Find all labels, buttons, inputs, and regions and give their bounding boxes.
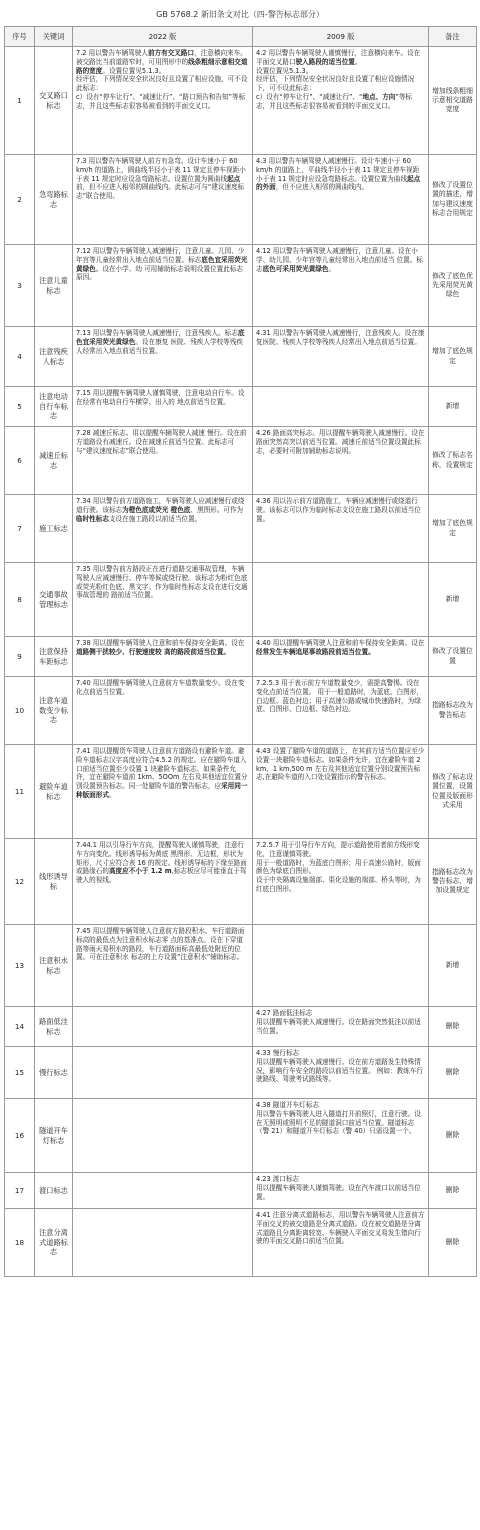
text-segment: 4.38 隧道开车灯标志 用以警告车辆驾驶人进入隧道打开前照灯，注意行驶。设在无照明或照明不足的隧道洞口前适当位置。隧道标志（警 21）和隧道开车灯标志（警 40）只需设置一个。: [256, 1101, 421, 1136]
row-keyword: 路面低洼标志: [35, 1007, 73, 1047]
text-bold-segment: 高度应不小于 1.2 m: [108, 867, 172, 876]
text-segment: 7.15 用以提醒车辆驾驶人谨慎驾驶，注意电动自行车。设在经常有电动自行车横穿、出入的 地点前适当位置。: [76, 389, 245, 406]
clause-2022: [73, 327, 253, 387]
clause-2022: [73, 745, 253, 839]
row-keyword: 急弯路标志: [35, 155, 73, 245]
text-segment: ”等标志，并且这些标志很容易被看到的平面交叉口。: [256, 93, 413, 110]
text-segment: 。: [108, 791, 116, 800]
text-segment: 7.34 用以警告前方道路施工，车辆驾驶人应减速慢行或绕道行驶。该标志: [76, 497, 245, 514]
clause-2022: [73, 1099, 253, 1173]
row-number: 1: [5, 47, 35, 155]
row-number: 12: [5, 839, 35, 925]
text-segment: 7.3 用以警告车辆驾驶人前方有急弯。设计车速小于 60 km/h 的道路上，圆曲线半径小于表 11 规定且停车视距小于表 11 规定时应设急弯路标志。设置位置为圆曲线: [76, 157, 246, 183]
text-bold-segment: 驶入路段的适当位置: [295, 57, 355, 66]
row-note: 删除: [429, 1007, 477, 1047]
text-bold-segment: 起点: [227, 174, 241, 183]
clause-2009: [253, 47, 429, 155]
text-segment: 7.13 用以警告车辆驾驶人减速慢行，注意残疾人。标志: [76, 329, 238, 337]
text-bold-segment: 地点、方向: [362, 93, 396, 102]
row-keyword: 注意保持车距标志: [35, 637, 73, 677]
clause-2009: [253, 563, 429, 637]
comparison-table: [4, 26, 477, 1277]
text-segment: 4.23 渡口标志 用以提醒车辆驾驶人谨慎驾驶。设在汽车渡口以前适当位置。: [256, 1175, 421, 1201]
table-row: [5, 47, 477, 155]
table-row: [5, 427, 477, 495]
clause-2009: [253, 495, 429, 563]
text-segment: 4.27 路面低洼标志 用以提醒车辆驾驶人减速慢行。设在路面突然低洼以前适当位置。: [256, 1009, 421, 1035]
text-segment: 。设在康复 医院、残疾人学校等残疾人经常出入地点前适当位置。: [76, 337, 243, 355]
row-note: 新增: [429, 925, 477, 1007]
row-note: 删除: [429, 1173, 477, 1209]
clause-2009: [253, 245, 429, 327]
row-note: 指路标志改为警告标志: [429, 677, 477, 745]
table-row: [5, 495, 477, 563]
text-segment: 7.40 用以提醒车辆驾驶人注意前方车道数量变少。设在变化点前适当位置。: [76, 679, 245, 696]
clause-2009: [253, 925, 429, 1007]
clause-2022: [73, 839, 253, 925]
text-segment: 4.2 用以警告车辆驾驶人谨慎慢行，注意横向来车。设在平面交叉路口: [256, 49, 421, 66]
clause-2009: [253, 637, 429, 677]
row-keyword: 减速丘标志: [35, 427, 73, 495]
clause-2022: [73, 1209, 253, 1277]
text-segment: 。: [328, 264, 336, 273]
row-keyword: 慢行标志: [35, 1047, 73, 1099]
text-bold-segment: 底色宜采用荧光黄绿色: [76, 329, 245, 346]
row-number: 10: [5, 677, 35, 745]
row-note: 删除: [429, 1047, 477, 1099]
row-number: 5: [5, 387, 35, 427]
row-note: 指路标志改为警告标志，增加设置规定: [429, 839, 477, 925]
clause-2009: [253, 839, 429, 925]
table-row: [5, 563, 477, 637]
row-number: 11: [5, 745, 35, 839]
text-segment: 4.40 用以提醒车辆驾驶人注意和前车保持安全距离。设在: [256, 639, 425, 647]
clause-2022: [73, 155, 253, 245]
table-row: [5, 745, 477, 839]
row-keyword: 避险车道标志: [35, 745, 73, 839]
row-keyword: 注意车道数变少标志: [35, 677, 73, 745]
text-segment: 4.41 注意分离式道路标志，用以警告车辆驾驶人注意前方平面交叉的被交道路是分离式道路。设在被交道路是分离式道路且分离距离较宽、车辆驶入平面交叉易发生错向行驶的平面交叉路口前适当位置。: [256, 1211, 425, 1246]
row-keyword: 线形诱导标: [35, 839, 73, 925]
row-note: 删除: [429, 1209, 477, 1277]
row-note: 增加了底色规定: [429, 327, 477, 387]
text-segment: 7.41 用以提醒货车驾驶人注意前方道路设有避险车道。避险车道标志汉字高度应符合4.5.2 的规定。应在避险车道入口前适当位置至少设置 1 块避险车道标志。如果条件允许，宜在避险车道前 1km、5OOm 左右及其他适宜位置分别设置预告标志。同一处避险车道的警告标志，应: [76, 747, 248, 791]
row-note: 新增: [429, 563, 477, 637]
clause-2009: [253, 1209, 429, 1277]
text-segment: 4.3 用以警告车辆驾驶人减速慢行。设计车速小于 60 km/h 的道路上，平曲线半径小于表 11 规定且停车视距小于表 11 规定时应设急弯路标志。设置位置为曲线: [256, 157, 420, 183]
row-number: 3: [5, 245, 35, 327]
text-segment: 。设置位置见5.1.3。 经评估，下列情况安全状况良好且设置了相应设施，可不设此标志： c）设有“停车让行”、“减速让行”、“路口预告和告知”等标志，并且这些标志很容易被看到的平面交叉口。: [76, 66, 248, 110]
clause-2022: [73, 387, 253, 427]
table-row: [5, 387, 477, 427]
table-body: [5, 47, 477, 1277]
text-bold-segment: 前方有交叉路口: [147, 49, 195, 57]
row-keyword: 注意分离式道路标志: [35, 1209, 73, 1277]
text-segment: 7.44.1 用以引导行车方向，提醒驾驶人谨慎驾驶，注意行车方向变化。线形诱导标为黄底 黑图形、无边框，形状为矩形，尺寸应符合表 16 的规定。线形诱导标的下缘至路面或路缘石的: [76, 841, 247, 876]
text-bold-segment: 线条粗细示意相交道路的宽度: [76, 57, 248, 75]
clause-2009: [253, 745, 429, 839]
text-segment: 4.26 路面高突标志。用以提醒车辆驾驶人减速慢行。设在路面突然高突以前适当位置。减速丘前适当位置设置此标志，必要时可附加辅助标志说明。: [256, 429, 425, 455]
row-number: 7: [5, 495, 35, 563]
clause-2022: [73, 427, 253, 495]
text-segment: ,标志板应尽可能垂直于驾驶人的视线。: [76, 867, 247, 885]
row-keyword: 注意儿童标志: [35, 245, 73, 327]
row-note: 修改了标志名称，设置规定: [429, 427, 477, 495]
text-segment: 4.43 设置了避险车道的道路上，在其前方适当位置应至少设置一块避险车道标志。如果条件允许，宜在避险车道 2 km、1 km,500 m 左右及其他适宜位置分别设置预告标志,在避险车道的入口处设置指示的警告标志。: [256, 747, 425, 782]
row-keyword: 施工标志: [35, 495, 73, 563]
text-bold-segment: 采用同一种版面形式: [76, 782, 248, 800]
text-bold-segment: 道路侧干扰较少、行驶速度较 高的路段前适当位置。: [76, 647, 230, 656]
row-keyword: 注意电动自行车标志: [35, 387, 73, 427]
text-bold-segment: 临时性标志: [76, 514, 109, 523]
clause-2022: [73, 245, 253, 327]
row-number: 14: [5, 1007, 35, 1047]
text-segment: 4.36 用以告示前方道路施工，车辆应减速慢行或绕道行驶。该标志可以作为临时标志支设在施工路段以前适当位置。: [256, 497, 421, 523]
text-segment: 7.2 用以警告车辆驾驶人: [76, 49, 148, 57]
clause-2022: [73, 1007, 253, 1047]
table-row: [5, 637, 477, 677]
text-segment: 前，但不应进入相邻的圆曲线内。此标志可与“建议速度标志”联合使用。: [76, 183, 245, 201]
table-row: [5, 1209, 477, 1277]
clause-2022: [73, 925, 253, 1007]
text-segment: 、黑图形。可作为: [190, 505, 244, 514]
clause-2009: [253, 1173, 429, 1209]
text-segment: 7.12 用以警告车辆驾驶人减速慢行，注意儿童。儿园、少年宫等儿童经常出入地点前适当位置。标志: [76, 247, 245, 264]
clause-2009: [253, 427, 429, 495]
text-segment: 7.2.5.3 用于表示前方车道数量变少，需提高警惕。设在变化点前适当位置。 用于一般道路时，为蓝底、白图形，白边框、蓝色衬边；用于高速公路或城市快速路时，为绿底、白图形、白边框、绿色衬边。: [256, 679, 423, 714]
table-row: [5, 1007, 477, 1047]
row-number: 6: [5, 427, 35, 495]
clause-2022: [73, 563, 253, 637]
text-segment: 4.31 用以警告车辆驾驶人减速慢行，注意残疾人。设在康复医院、残疾人学校等残疾人经常出入地点前适当位置。: [256, 329, 425, 346]
clause-2022: [73, 1047, 253, 1099]
row-note: 修改了设置位置: [429, 637, 477, 677]
text-bold-segment: 为橙色底或荧光 橙色底: [122, 505, 191, 514]
clause-2022: [73, 1173, 253, 1209]
row-keyword: 渡口标志: [35, 1173, 73, 1209]
text-segment: 4.33 慢行标志 用以提醒车辆驾驶人减速慢行。设在前方道路发生特殊情况，影响行车安全的路段以前适当位置。 例如：教练车行驶路线、驾驶考试路线等。: [256, 1049, 423, 1084]
clause-2009: [253, 387, 429, 427]
text-segment: 7.2.5.7 用于引导行车方向，提示道路使用者前方线形变化，注意谨慎驾驶。 用于一般道路时，为蓝底白图形；用于高速公路时，版面颜色为绿底白图形。 设于中央隔离设施端部、渠化设施的端部、桥头等时，为红底白图形。: [256, 841, 421, 894]
header-no: 序号: [5, 27, 35, 47]
text-bold-segment: 经常发生车辆追尾事故路段前适当位置。: [256, 647, 375, 656]
header-2009: 2009 版: [253, 27, 429, 47]
row-note: 新增: [429, 387, 477, 427]
row-note: 增加线条粗细示意相交道路宽度: [429, 47, 477, 155]
row-number: 4: [5, 327, 35, 387]
clause-2009: [253, 327, 429, 387]
text-segment: 7.28 减速丘标志。用以提醒车辆驾驶人减速 慢行。设在前方道路设有减速丘。设在减速丘前适当位置。此标志可与“建议速度标志”联合使用。: [76, 429, 247, 455]
row-number: 15: [5, 1047, 35, 1099]
row-keyword: 交通事故管理标志: [35, 563, 73, 637]
row-number: 18: [5, 1209, 35, 1277]
row-number: 17: [5, 1173, 35, 1209]
row-note: 修改了标志设置位置，设置位置及版面形式采用: [429, 745, 477, 839]
row-note: 删除: [429, 1099, 477, 1173]
table-row: [5, 327, 477, 387]
clause-2009: [253, 155, 429, 245]
text-segment: 7.45 用以提醒车辆驾驶人注意前方路段积水。车行道路面标高的最低点为注意积水标志零 点的基准点。设在下穿道路等雨天易积水的路段，车行道路面标高最低处附近的位置。可在注意积水 标志的上方设置“注意积水”辅助标志。: [76, 927, 245, 962]
table-row: [5, 155, 477, 245]
header-2022: 2022 版: [73, 27, 253, 47]
page-title: GB 5768.2 新旧条文对比（四-警告标志部分）: [156, 10, 324, 19]
table-row: [5, 1099, 477, 1173]
table-row: [5, 1173, 477, 1209]
clause-2009: [253, 1099, 429, 1173]
table-row: [5, 245, 477, 327]
text-segment: 4.12 用以警告车辆驾驶人减速慢行，注意儿童。设在小学、幼儿园、少年宫等儿童经常出入地点前适当 位置。标志: [256, 247, 423, 273]
clause-2009: [253, 677, 429, 745]
row-note: 修改了设置位置的描述，增加与建议速度标志合用规定: [429, 155, 477, 245]
row-note: 增加了底色规定: [429, 495, 477, 563]
text-segment: ，注意横向来车。被交路比当前道路窄时，可用图形中的: [76, 49, 247, 66]
text-segment: 7.38 用以提醒车辆驾驶人注意和前车保持安全距离。设在: [76, 639, 245, 647]
clause-2022: [73, 637, 253, 677]
table-header-row: [5, 27, 477, 47]
header-note: 备注: [429, 27, 477, 47]
text-bold-segment: 底色宜采用荧光黄绿色: [76, 255, 248, 273]
table-row: [5, 677, 477, 745]
table-row: [5, 839, 477, 925]
row-keyword: 交叉路口标志: [35, 47, 73, 155]
text-segment: 。设在小学、幼 可用辅助标志说明设置位置此标志原因。: [76, 264, 243, 282]
table-row: [5, 925, 477, 1007]
text-segment: 。 设置位置见5.1.3。 经评估，下列情况安全状况良好且设置了相应设施情况下，可不设此标志： c）设有“停车让行”、“减速让行”、“: [256, 57, 415, 102]
header-keyword: 关键词: [35, 27, 73, 47]
text-segment: ，但不应进入相邻的圆曲线内。: [275, 183, 369, 192]
row-number: 2: [5, 155, 35, 245]
row-keyword: 注意残疾人标志: [35, 327, 73, 387]
text-bold-segment: 起点的外面: [256, 174, 421, 192]
clause-2009: [253, 1047, 429, 1099]
text-bold-segment: 底色可采用荧光黄绿色: [262, 264, 329, 273]
clause-2009: [253, 1007, 429, 1047]
text-segment: 7.35 用以警告前方路段正在进行道路交通事故管理，车辆驾驶人应减速慢行、停车等候或绕行驶。该标志为粉红色底或荧光粉红色底、黑文字。作为临时性标志支设在进行交通事故管理的 路前适当位置。: [76, 565, 248, 600]
row-number: 9: [5, 637, 35, 677]
row-keyword: 注意积水标志: [35, 925, 73, 1007]
row-number: 13: [5, 925, 35, 1007]
row-keyword: 隧道开车灯标志: [35, 1099, 73, 1173]
row-number: 16: [5, 1099, 35, 1173]
clause-2022: [73, 677, 253, 745]
row-number: 8: [5, 563, 35, 637]
table-row: [5, 1047, 477, 1099]
text-segment: 支设在施工路段以前适当位置。: [108, 514, 202, 523]
clause-2022: [73, 47, 253, 155]
row-note: 修改了底色优先采用荧光黄绿色: [429, 245, 477, 327]
clause-2022: [73, 495, 253, 563]
